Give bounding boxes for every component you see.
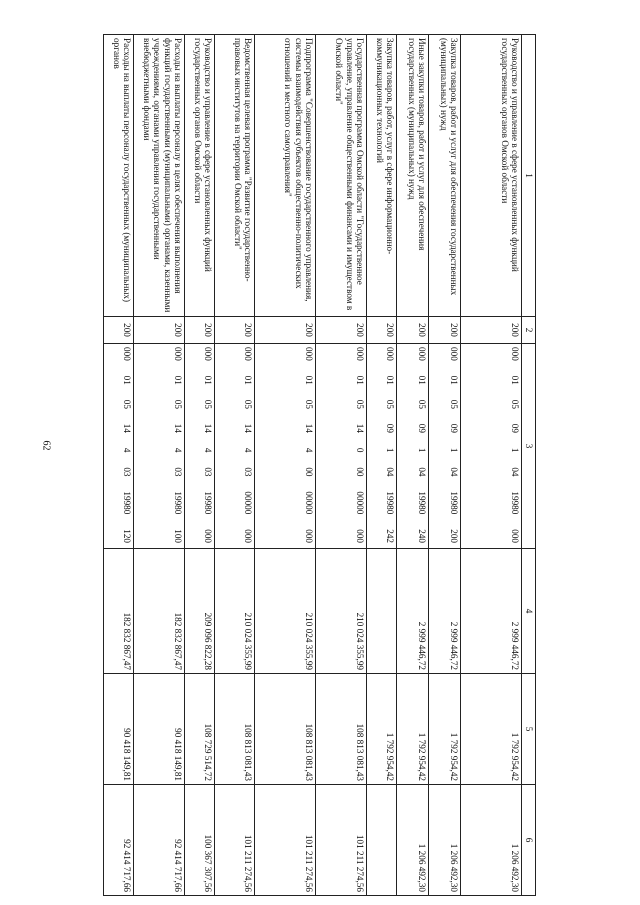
code-part: 14 bbox=[355, 423, 365, 433]
row-value-col4: 209 096 822,28 bbox=[185, 549, 215, 674]
row-admin-code: 200 bbox=[255, 317, 316, 344]
table-row bbox=[185, 35, 215, 896]
code-part: 01 bbox=[243, 375, 253, 385]
code-part: 00000 bbox=[355, 491, 365, 515]
row-value-col5: 1 792 954,42 bbox=[367, 674, 397, 785]
code-part: 00000 bbox=[304, 491, 314, 515]
code-part: 04 bbox=[417, 467, 427, 477]
code-part: 000 bbox=[355, 347, 365, 361]
row-value-col4: 2 999 446,72 bbox=[429, 549, 461, 674]
row-value-col5: 1 792 954,42 bbox=[461, 674, 522, 785]
code-part: 000 bbox=[304, 347, 314, 361]
code-part: 05 bbox=[449, 399, 459, 409]
row-budget-code bbox=[316, 344, 367, 549]
code-part: 1 bbox=[385, 447, 395, 453]
code-part: 05 bbox=[243, 399, 253, 409]
code-part: 120 bbox=[122, 529, 132, 543]
row-admin-code: 200 bbox=[461, 317, 522, 344]
code-part: 4 bbox=[304, 447, 314, 453]
row-value-col6: 1 206 492,30 bbox=[429, 785, 461, 896]
row-budget-code bbox=[367, 344, 397, 549]
row-value-col6: 1 206 492,30 bbox=[397, 785, 429, 896]
code-part: 04 bbox=[510, 467, 520, 477]
row-value-col6: 101 211 274,56 bbox=[316, 785, 367, 896]
budget-code-parts bbox=[243, 347, 253, 545]
table-row bbox=[134, 35, 185, 896]
code-part: 01 bbox=[417, 375, 427, 385]
row-name: Закупка товаров, работ и услуг для обеспечения государственных (муниципальных) нужд bbox=[429, 35, 461, 317]
code-part: 05 bbox=[417, 399, 427, 409]
code-part: 000 bbox=[385, 347, 395, 361]
code-part: 4 bbox=[173, 447, 183, 453]
row-budget-code bbox=[185, 344, 215, 549]
budget-code-parts bbox=[173, 347, 183, 545]
code-part: 19980 bbox=[417, 491, 427, 515]
code-part: 4 bbox=[122, 447, 132, 453]
row-admin-code: 200 bbox=[185, 317, 215, 344]
row-value-col6 bbox=[367, 785, 397, 896]
row-value-col4: 182 832 867,47 bbox=[104, 549, 134, 674]
row-value-col4: 2 999 446,72 bbox=[397, 549, 429, 674]
header-col-2: 2 bbox=[522, 317, 536, 344]
code-part: 000 bbox=[203, 347, 213, 361]
row-name: Расходы на выплаты персоналу государственных (муниципальных) органов bbox=[104, 35, 134, 317]
code-part: 19980 bbox=[122, 491, 132, 515]
row-value-col5: 1 792 954,42 bbox=[429, 674, 461, 785]
code-part: 242 bbox=[385, 529, 395, 543]
row-admin-code: 200 bbox=[316, 317, 367, 344]
code-part: 14 bbox=[203, 423, 213, 433]
code-part: 100 bbox=[173, 529, 183, 543]
row-value-col4 bbox=[367, 549, 397, 674]
code-part: 000 bbox=[449, 347, 459, 361]
row-name: Государственная программа Омской области "Государственное управление, управление общественными финансами и имуществом в Омской области" bbox=[316, 35, 367, 317]
code-part: 04 bbox=[449, 467, 459, 477]
code-part: 14 bbox=[243, 423, 253, 433]
budget-code-parts bbox=[449, 347, 459, 545]
code-part: 19980 bbox=[449, 491, 459, 515]
code-part: 09 bbox=[510, 423, 520, 433]
table-row bbox=[255, 35, 316, 896]
table-row bbox=[429, 35, 461, 896]
table-row bbox=[367, 35, 397, 896]
row-value-col6: 1 206 492,30 bbox=[461, 785, 522, 896]
table-row bbox=[104, 35, 134, 896]
header-col-1: 1 bbox=[522, 35, 536, 317]
code-part: 01 bbox=[385, 375, 395, 385]
code-part: 000 bbox=[304, 529, 314, 543]
row-budget-code bbox=[397, 344, 429, 549]
row-value-col5: 108 813 081,43 bbox=[316, 674, 367, 785]
row-value-col5: 108 813 081,43 bbox=[255, 674, 316, 785]
code-part: 01 bbox=[449, 375, 459, 385]
code-part: 00 bbox=[355, 467, 365, 477]
code-part: 01 bbox=[173, 375, 183, 385]
code-part: 09 bbox=[385, 423, 395, 433]
code-part: 09 bbox=[417, 423, 427, 433]
row-name: Закупка товаров, работ, услуг в сфере информационно-коммуникационных технологий bbox=[367, 35, 397, 317]
row-value-col5: 90 418 149,81 bbox=[104, 674, 134, 785]
row-value-col5: 90 418 149,81 bbox=[134, 674, 185, 785]
budget-code-parts bbox=[385, 347, 395, 545]
table-row bbox=[397, 35, 429, 896]
code-part: 14 bbox=[173, 423, 183, 433]
budget-code-parts bbox=[304, 347, 314, 545]
row-admin-code: 200 bbox=[134, 317, 185, 344]
code-part: 000 bbox=[122, 347, 132, 361]
row-budget-code bbox=[134, 344, 185, 549]
table-row bbox=[461, 35, 522, 896]
code-part: 000 bbox=[510, 529, 520, 543]
row-value-col4: 210 024 355,99 bbox=[215, 549, 255, 674]
code-part: 09 bbox=[449, 423, 459, 433]
code-part: 03 bbox=[122, 467, 132, 477]
code-part: 1 bbox=[417, 447, 427, 453]
row-value-col6: 92 414 717,66 bbox=[104, 785, 134, 896]
row-value-col6: 92 414 717,66 bbox=[134, 785, 185, 896]
budget-code-parts bbox=[510, 347, 520, 545]
row-value-col6: 101 211 274,56 bbox=[215, 785, 255, 896]
code-part: 1 bbox=[449, 447, 459, 453]
code-part: 00 bbox=[304, 467, 314, 477]
code-part: 19980 bbox=[385, 491, 395, 515]
code-part: 19980 bbox=[203, 491, 213, 515]
code-part: 19980 bbox=[510, 491, 520, 515]
code-part: 00000 bbox=[243, 491, 253, 515]
code-part: 240 bbox=[417, 529, 427, 543]
code-part: 200 bbox=[449, 529, 459, 543]
code-part: 000 bbox=[243, 347, 253, 361]
code-part: 14 bbox=[122, 423, 132, 433]
code-part: 03 bbox=[173, 467, 183, 477]
row-value-col4: 210 024 355,99 bbox=[316, 549, 367, 674]
row-value-col6: 101 211 274,56 bbox=[255, 785, 316, 896]
code-part: 19980 bbox=[173, 491, 183, 515]
table-row bbox=[316, 35, 367, 896]
code-part: 01 bbox=[355, 375, 365, 385]
budget-code-parts bbox=[417, 347, 427, 545]
row-budget-code bbox=[429, 344, 461, 549]
code-part: 01 bbox=[203, 375, 213, 385]
row-name: Подпрограмма "Совершенствование государственного управления, системы взаимодействия субъектов общественно-политических отношений и местного самоуправления" bbox=[255, 35, 316, 317]
header-col-4: 4 bbox=[522, 549, 536, 674]
row-value-col5: 1 792 954,42 bbox=[397, 674, 429, 785]
row-value-col4: 2 999 446,72 bbox=[461, 549, 522, 674]
header-col-6: 6 bbox=[522, 785, 536, 896]
budget-table bbox=[103, 34, 536, 896]
code-part: 05 bbox=[203, 399, 213, 409]
code-part: 05 bbox=[173, 399, 183, 409]
code-part: 03 bbox=[203, 467, 213, 477]
header-col-5: 5 bbox=[522, 674, 536, 785]
table-row bbox=[215, 35, 255, 896]
row-value-col5: 108 813 081,43 bbox=[215, 674, 255, 785]
code-part: 4 bbox=[243, 447, 253, 453]
row-name: Руководство и управление в сфере установленных функций государственных органов Омской области bbox=[185, 35, 215, 317]
code-part: 01 bbox=[510, 375, 520, 385]
row-budget-code bbox=[255, 344, 316, 549]
code-part: 000 bbox=[417, 347, 427, 361]
row-value-col4: 210 024 355,99 bbox=[255, 549, 316, 674]
budget-table-container bbox=[69, 34, 536, 895]
code-part: 04 bbox=[385, 467, 395, 477]
row-name: Ведомственная целевая программа "Развитие государственно-правовых институтов на территории Омской области" bbox=[215, 35, 255, 317]
row-name: Иные закупки товаров, работ и услуг для обеспечения государственных (муниципальных) нужд bbox=[397, 35, 429, 317]
row-value-col5: 108 729 514,72 bbox=[185, 674, 215, 785]
code-part: 14 bbox=[304, 423, 314, 433]
page-number: 62 bbox=[40, 440, 52, 451]
code-part: 05 bbox=[385, 399, 395, 409]
code-part: 000 bbox=[173, 347, 183, 361]
table-header-row bbox=[522, 35, 536, 896]
budget-code-parts bbox=[122, 347, 132, 545]
budget-code-parts bbox=[203, 347, 213, 545]
code-part: 000 bbox=[243, 529, 253, 543]
row-admin-code: 200 bbox=[367, 317, 397, 344]
code-part: 01 bbox=[122, 375, 132, 385]
code-part: 4 bbox=[203, 447, 213, 453]
code-part: 05 bbox=[122, 399, 132, 409]
code-part: 000 bbox=[355, 529, 365, 543]
header-col-3: 3 bbox=[522, 344, 536, 549]
code-part: 05 bbox=[510, 399, 520, 409]
row-budget-code bbox=[215, 344, 255, 549]
row-budget-code bbox=[104, 344, 134, 549]
row-admin-code: 200 bbox=[429, 317, 461, 344]
code-part: 05 bbox=[355, 399, 365, 409]
budget-code-parts bbox=[355, 347, 365, 545]
code-part: 0 bbox=[355, 447, 365, 453]
code-part: 000 bbox=[510, 347, 520, 361]
row-admin-code: 200 bbox=[215, 317, 255, 344]
row-name: Расходы на выплаты персоналу в целях обеспечения выполнения функций государственными (муниципальными) органами, казенными учреждениями, органами управления государственными внебюджетными фондами bbox=[134, 35, 185, 317]
row-admin-code: 200 bbox=[104, 317, 134, 344]
code-part: 000 bbox=[203, 529, 213, 543]
row-value-col4: 182 832 867,47 bbox=[134, 549, 185, 674]
code-part: 1 bbox=[510, 447, 520, 453]
code-part: 01 bbox=[304, 375, 314, 385]
code-part: 05 bbox=[304, 399, 314, 409]
row-budget-code bbox=[461, 344, 522, 549]
row-admin-code: 200 bbox=[397, 317, 429, 344]
row-name: Руководство и управление в сфере установленных функций государственных органов Омской области bbox=[461, 35, 522, 317]
row-value-col6: 100 367 307,56 bbox=[185, 785, 215, 896]
code-part: 03 bbox=[243, 467, 253, 477]
